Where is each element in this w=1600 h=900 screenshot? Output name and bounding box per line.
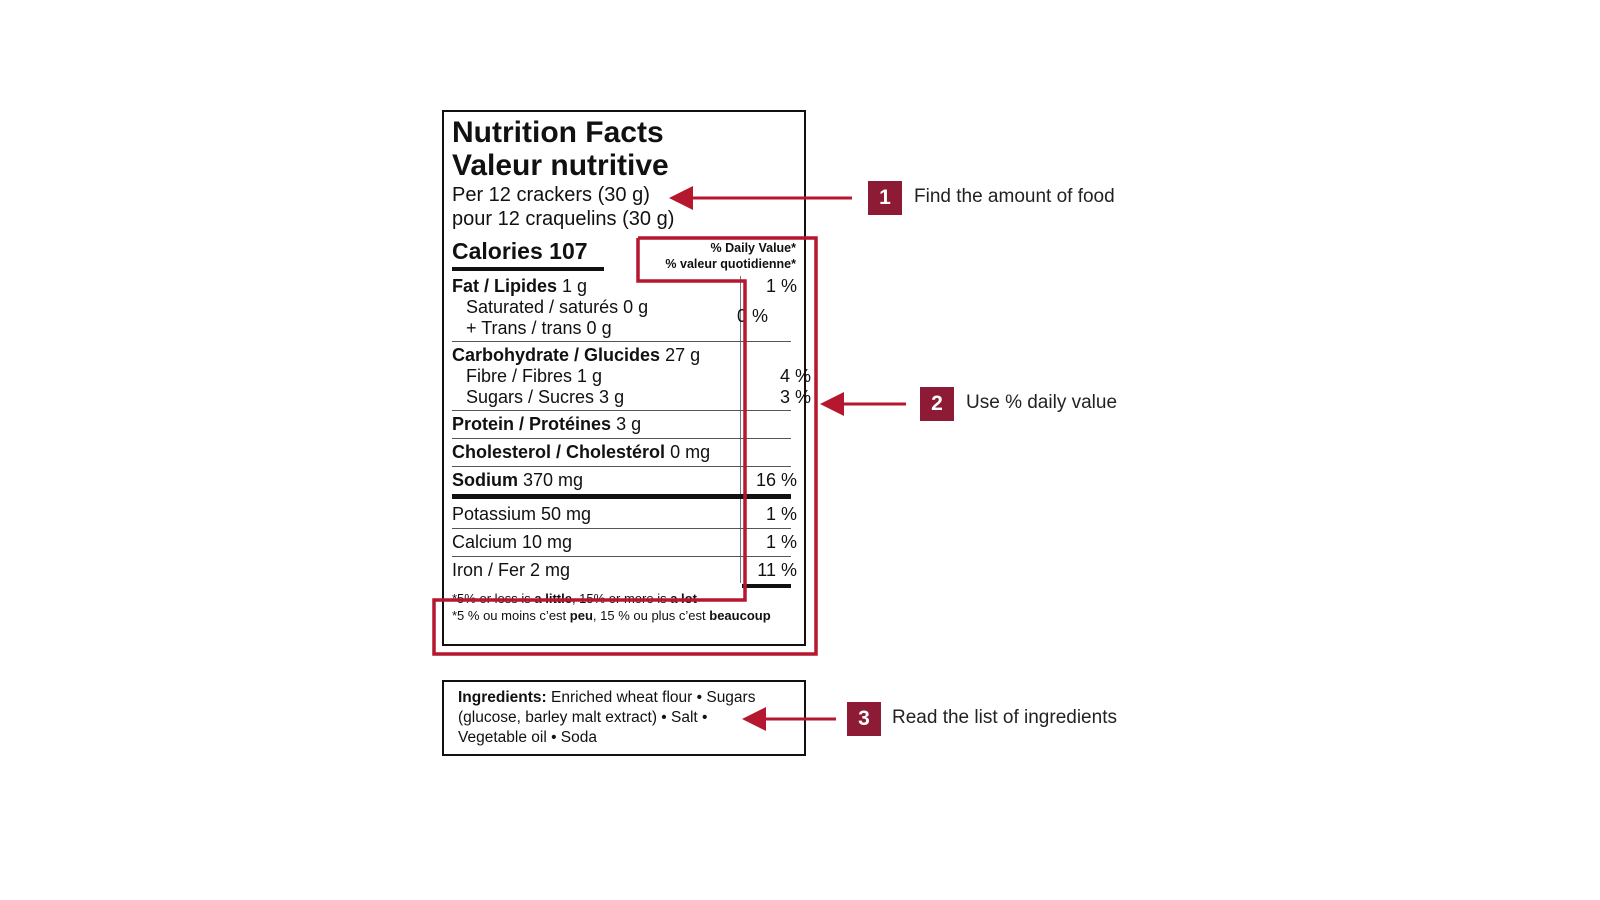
cholesterol-name: Cholesterol / Cholestérol xyxy=(452,442,666,462)
sodium-name: Sodium xyxy=(452,470,518,490)
ingredients-line-3: Vegetable oil • Soda xyxy=(458,729,598,746)
iron-name: Iron / Fer 2 mg xyxy=(452,560,571,580)
carb-name: Carbohydrate / Glucides xyxy=(452,345,661,365)
calcium-name: Calcium 10 mg xyxy=(452,532,573,552)
daily-value-header-en: % Daily Value* xyxy=(710,241,796,255)
fibre-pct: 4 % xyxy=(779,366,811,386)
fat-name: Fat / Lipides xyxy=(452,276,558,296)
serving-size-fr: pour 12 craquelins (30 g) xyxy=(452,208,675,230)
daily-value-header-fr: % valeur quotidienne* xyxy=(665,257,796,271)
trans-name: + Trans / trans 0 g xyxy=(466,318,612,338)
daily-value-highlight-outline xyxy=(434,238,816,654)
callout-1-badge: 1 xyxy=(868,181,902,215)
ingredients-line-2: (glucose, barley malt extract) • Salt • xyxy=(458,709,708,726)
label-title-fr: Valeur nutritive xyxy=(452,149,669,182)
callout-3-badge: 3 xyxy=(847,702,881,736)
sodium-pct: 16 % xyxy=(755,470,797,490)
iron-pct: 11 % xyxy=(757,560,797,580)
footnote-en-bold: a little xyxy=(534,591,572,606)
carb-amount: 27 g xyxy=(665,345,701,365)
sugars-pct: 3 % xyxy=(779,387,811,407)
footnote-fr-part: *5 % ou moins c’est xyxy=(452,608,570,623)
fibre-name: Fibre / Fibres 1 g xyxy=(466,366,603,386)
cholesterol-amount: 0 mg xyxy=(670,442,711,462)
callout-1-text: Find the amount of food xyxy=(914,186,1115,207)
calories: Calories 107 xyxy=(452,238,588,264)
footnote-en-part: *5% or less is xyxy=(452,591,535,606)
ingredients-text-1: Enriched wheat flour • Sugars xyxy=(546,689,756,706)
saturated-name: Saturated / saturés 0 g xyxy=(466,297,649,317)
sugars-name: Sugars / Sucres 3 g xyxy=(466,387,625,407)
callout-3-text: Read the list of ingredients xyxy=(892,707,1117,728)
calcium-pct: 1 % xyxy=(765,532,797,552)
fat-amount: 1 g xyxy=(562,276,588,296)
serving-size-en: Per 12 crackers (30 g) xyxy=(452,184,650,206)
potassium-name: Potassium 50 mg xyxy=(452,504,592,524)
trans-pct: 0 % xyxy=(736,306,768,326)
callout-2-text: Use % daily value xyxy=(966,392,1118,413)
sodium-amount: 370 mg xyxy=(523,470,584,490)
protein-name: Protein / Protéines xyxy=(452,414,612,434)
footnote-en-part: , 15% or more is xyxy=(571,591,671,606)
label-title-en: Nutrition Facts xyxy=(452,116,664,149)
footnote-fr-part: , 15 % ou plus c’est xyxy=(592,608,710,623)
ingredients-label: Ingredients: xyxy=(458,689,547,706)
fat-pct: 1 % xyxy=(765,276,797,296)
footnote-fr-bold: beaucoup xyxy=(709,608,771,623)
callout-2-badge: 2 xyxy=(920,387,954,421)
footnote-fr-bold: peu xyxy=(569,608,593,623)
potassium-pct: 1 % xyxy=(765,504,797,524)
footnote-en-bold: a lot xyxy=(670,591,697,606)
protein-amount: 3 g xyxy=(616,414,642,434)
